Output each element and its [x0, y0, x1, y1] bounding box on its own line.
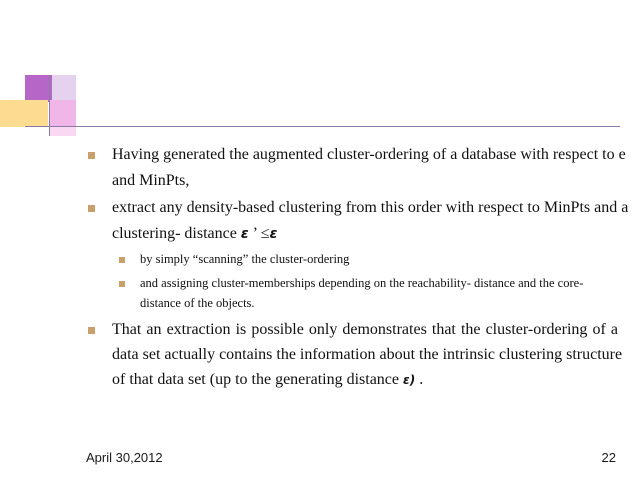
bullet-3-prefix: of that data set (up to the generating distance [112, 371, 404, 388]
footer-date: April 30,2012 [86, 450, 163, 465]
decor-square-violet [52, 75, 76, 102]
bullet-3-line-2: data set actually contains the information about the intrinsic clustering structure [112, 346, 623, 363]
decor-square-pink-light [50, 127, 76, 136]
sub-bullet-2-line-2: distance of the objects. [140, 296, 255, 310]
bullet-marker [88, 205, 95, 212]
header-rule [25, 126, 620, 127]
bullet-3-line-3 [112, 371, 423, 389]
bullet-marker [88, 327, 95, 334]
epsilon-symbol: ε) [403, 373, 416, 387]
bullet-2-line-1: extract any density-based clustering from this order with respect to MinPts and a [112, 199, 629, 216]
decor-square-pink [50, 100, 76, 127]
page-number: 22 [601, 450, 616, 465]
epsilon-symbol: ε [269, 226, 278, 242]
sub-bullet-marker [119, 281, 125, 287]
decor-square-purple [25, 75, 52, 102]
sub-bullet-marker [119, 257, 125, 263]
bullet-2-prefix: clustering- distance [112, 225, 241, 242]
bullet-1-line-1: Having generated the augmented cluster-ordering of a database with respect to e [112, 146, 626, 163]
decor-square-yellow [0, 100, 48, 127]
bullet-3-line-1: That an extraction is possible only demonstrates that the cluster-ordering of a [112, 321, 618, 338]
bullet-marker [88, 152, 95, 159]
epsilon-symbol: ε [240, 226, 249, 242]
sub-bullet-1: by simply “scanning” the cluster-ordering [140, 252, 350, 266]
bullet-2-mid: ’ ≤ [248, 225, 270, 242]
bullet-2-line-2 [112, 225, 277, 243]
bullet-3-suffix: . [415, 371, 424, 388]
sub-bullet-2-line-1: and assigning cluster-memberships depending on the reachability- distance and the core- [140, 276, 584, 290]
bullet-1-line-2: and MinPts, [112, 172, 190, 189]
